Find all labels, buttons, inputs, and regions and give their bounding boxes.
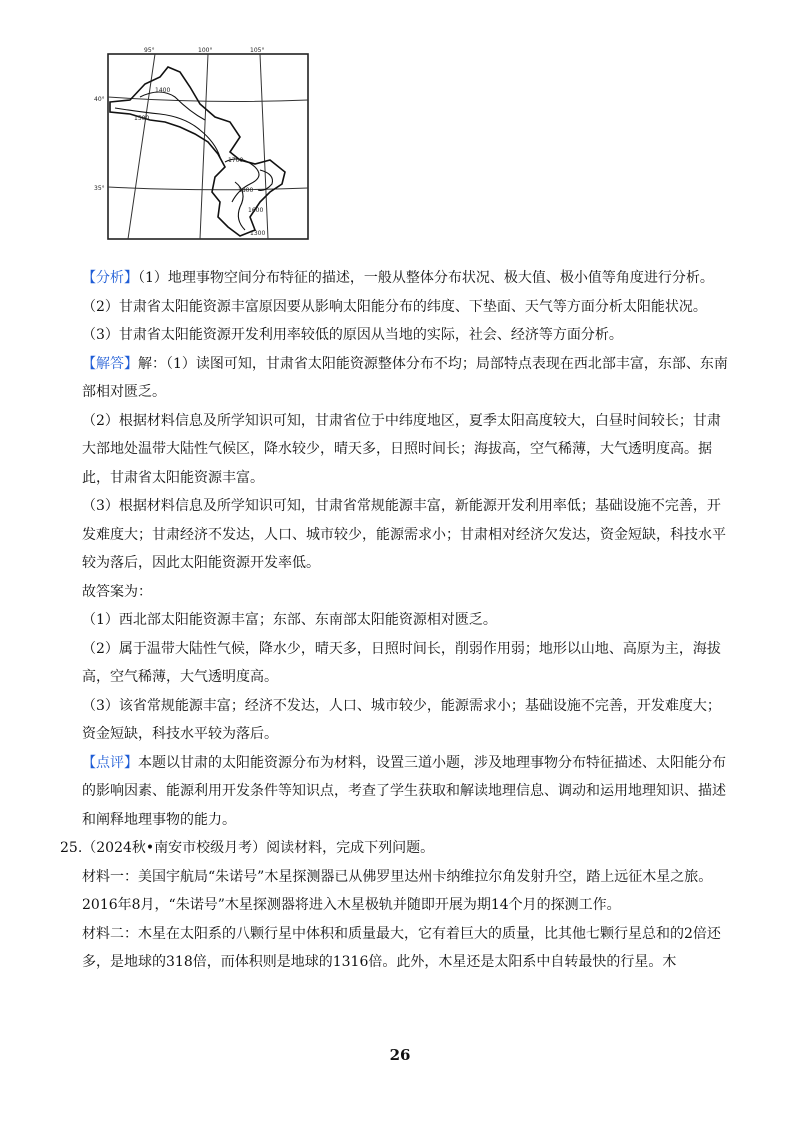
final-answer-label: 故答案为： [82,583,152,600]
lon-label: 105° [250,47,265,54]
lat-label: 40° [94,96,105,103]
isoline-label: 1300 [250,230,266,237]
lat-label: 35° [94,185,105,192]
comment-tag: 【点评】 [82,754,138,771]
isoline-label: 1500 [134,115,150,122]
question-stem: 25.（2024秋•南安市校级月考）阅读材料，完成下列问题。 [60,840,435,856]
gansu-solar-map [94,42,320,242]
material-one: 材料一：美国宇航局“朱诺号”木星探测器已从佛罗里达州卡纳维拉尔角发射升空，踏上远征木星之旅。2016年8月，“朱诺号”木星探测器将进入木星极轨并随即开展为期14个月的探测工作。 [82,868,713,913]
answer-line: （3）根据材料信息及所学知识可知，甘肃省常规能源丰富，新能源开发利用率低；基础设施不完善，开发难度大；甘肃经济不发达，人口、城市较少，能源需求小；甘肃相对经济欠发达，资金短缺，科技水平较为落后，因此太阳能资源开发率低。 [82,498,726,571]
analysis-tag: 【分析】 [82,270,138,286]
document-body [60,264,732,977]
analysis-line: （2）甘肃省太阳能资源丰富原因要从影响太阳能分布的纬度、下垫面、天气等方面分析太阳能状况。 [82,298,707,315]
map-figure [94,42,320,242]
question-number: 25. [60,840,83,856]
isoline-label: 1700 [228,157,244,164]
answer-line: 【解答】解：（1）读图可知，甘肃省太阳能资源整体分布不均；局部特点表现在西北部丰富，东部、东南部相对匮乏。 [82,355,728,400]
final-answer-line: （3）该省常规能源丰富；经济不发达，人口、城市较少，能源需求小；基础设施不完善，开发难度大；资金短缺，科技水平较为落后。 [82,697,721,742]
lon-label: 95° [144,47,155,54]
comment-line: 【点评】本题以甘肃的太阳能资源分布为材料，设置三道小题，涉及地理事物分布特征描述、太阳能分布的影响因素、能源利用开发条件等知识点，考查了学生获取和解读地理信息、调动和运用地理知识、描述和阐释地理事物的能力。 [82,754,726,828]
isoline-label: 1400 [155,87,171,94]
lon-label: 100° [198,47,213,54]
isoline-label: 1800 [238,187,254,194]
page-number: 26 [389,1046,411,1064]
final-answer-line: （2）属于温带大陆性气候，降水少，晴天多，日照时间长，削弱作用弱；地形以山地、高原为主，海拔高，空气稀薄，大气透明度高。 [82,640,721,685]
answer-line: （2）根据材料信息及所学知识可知，甘肃省位于中纬度地区，夏季太阳高度较大，白昼时间较长；甘肃大部地处温带大陆性气候区，降水较少，晴天多，日照时间长；海拔高，空气稀薄，大气透明度高。据此，甘肃省太阳能资源丰富。 [82,412,721,486]
material-two: 材料二：木星在太阳系的八颗行星中体积和质量最大，它有着巨大的质量，比其他七颗行星总和的2倍还多，是地球的318倍，而体积则是地球的1316倍。此外，木星还是太阳系中自转最快的行星。木 [82,925,721,970]
analysis-line: 【分析】（1）地理事物空间分布特征的描述，一般从整体分布状况、极大值、极小值等角度进行分析。 [82,270,714,286]
answer-tag: 【解答】 [82,355,138,372]
analysis-line: （3）甘肃省太阳能资源开发利用率较低的原因从当地的实际，社会、经济等方面分析。 [82,327,623,343]
isoline-label: 1600 [248,207,264,214]
final-answer-line: （1）西北部太阳能资源丰富；东部、东南部太阳能资源相对匮乏。 [82,612,497,628]
